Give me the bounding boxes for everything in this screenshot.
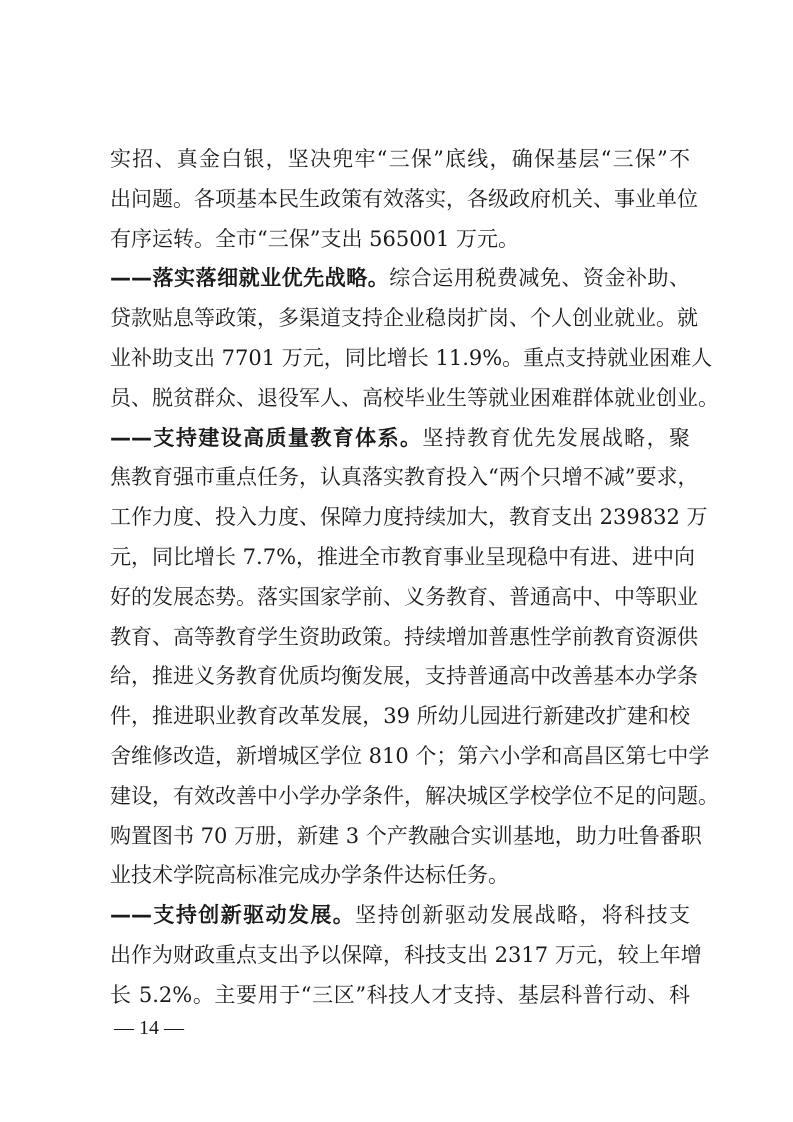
text-line: 购置图书 70 万册，新建 3 个产教融合实训基地，助力吐鲁番职 — [110, 823, 702, 848]
text-line: 教育、高等教育学生资助政策。持续增加普惠性学前教育资源供 — [110, 624, 698, 649]
text-line: 件，推进职业教育改革发展，39 所幼儿园进行新建改扩建和校 — [110, 704, 690, 729]
text-line: 员、脱贫群众、退役军人、高校毕业生等就业困难群体就业创业。 — [110, 385, 719, 410]
text-line: 有序运转。全市“三保”支出 565001 万元。 — [110, 226, 519, 251]
text-line: 实招、真金白银，坚决兜牢“三保”底线，确保基层“三保”不 — [110, 147, 690, 171]
paragraph-innovation-first-line — [110, 896, 690, 936]
text-line: 出问题。各项基本民生政策有效落实，各级政府机关、事业单位 — [110, 186, 698, 211]
text-line: 业技术学院高标准完成办学条件达标任务。 — [110, 863, 509, 888]
section-heading-innovation: ——支持创新驱动发展。 — [110, 903, 356, 928]
text-span: 坚持创新驱动发展战略，将科技支 — [355, 903, 691, 928]
text-span: 综合运用税费减免、资金补助、 — [389, 266, 691, 291]
page-number: — 14 — — [114, 1017, 184, 1039]
section-heading-education: ——支持建设高质量教育体系。 — [110, 425, 423, 450]
text-line: 元，同比增长 7.7%，推进全市教育事业呈现稳中有进、进中向 — [110, 544, 696, 569]
text-line: 长 5.2%。主要用于“三区”科技人才支持、基层科普行动、科 — [110, 982, 690, 1007]
text-line: 贷款贴息等政策，多渠道支持企业稳岗扩岗、个人创业就业。就 — [110, 306, 698, 331]
text-line: 业补助支出 7701 万元，同比增长 11.9%。重点支持就业困难人 — [110, 345, 713, 370]
paragraph-employment-first-line — [110, 259, 690, 299]
body-text — [110, 140, 719, 1016]
text-span: 坚持教育优先发展战略，聚 — [422, 425, 691, 450]
text-line: 焦教育强市重点任务，认真落实教育投入“两个只增不减”要求， — [110, 465, 699, 490]
section-heading-employment: ——落实落细就业优先战略。 — [110, 266, 390, 291]
text-line: 出作为财政重点支出予以保障，科技支出 2317 万元，较上年增 — [110, 942, 702, 967]
text-line: 舍维修改造，新增城区学位 810 个；第六小学和高昌区第七中学 — [110, 743, 710, 768]
paragraph-education-first-line — [110, 419, 690, 459]
text-line: 好的发展态势。落实国家学前、义务教育、普通高中、中等职业 — [110, 584, 698, 609]
text-line: 建设，有效改善中小学办学条件，解决城区学校学位不足的问题。 — [110, 783, 719, 808]
text-line: 给，推进义务教育优质均衡发展，支持普通高中改善基本办学条 — [110, 664, 698, 689]
text-line: 工作力度、投入力度、保障力度持续加大，教育支出 239832 万 — [110, 505, 708, 530]
